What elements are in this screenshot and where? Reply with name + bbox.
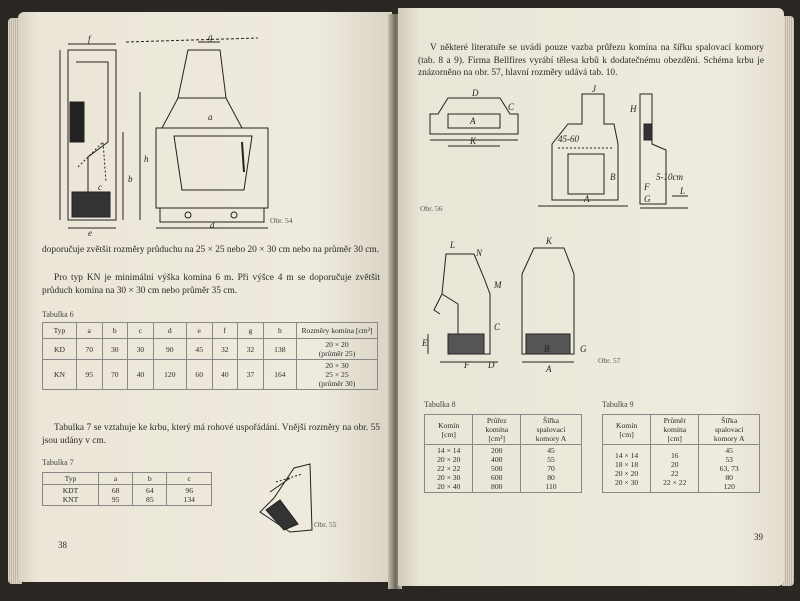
table-cell: 45 55 70 80 110 [521,445,582,493]
table-cell: 90 [153,339,186,360]
fig54-label-d: d [210,220,215,230]
fig56-label-f: F [644,182,650,192]
table-9 [602,414,760,493]
table-cell: 70 [76,339,102,360]
fig54-label-h: h [144,154,149,164]
fig54-label-a: a [208,112,213,122]
table-header: Šířka spalovací komory A [521,415,582,445]
figure-55-caption: Obr. 55 [314,520,337,529]
table-cell: 14 × 14 18 × 18 20 × 20 20 × 30 [603,445,651,493]
table-header: a [99,473,133,485]
left-page [18,12,392,582]
page-number-left: 38 [58,540,67,550]
table-cell: 45 [186,339,212,360]
left-paragraph-3: Tabulka 7 se vztahuje ke krbu, který má rohové uspořádání. Vnější rozměry na obr. 55 jsou udány v cm. [42,423,380,446]
page-number-right: 39 [754,532,763,542]
table-cell: 16 20 22 22 × 22 [651,445,699,493]
table-header: Typ [43,323,77,339]
fig56-label-d: D [472,88,479,98]
table-6-header-row [43,323,378,339]
table-cell: 32 [212,339,238,360]
table-header: b [133,473,167,485]
table-9-header-row [603,415,760,445]
table-cell: 200 400 500 600 800 [473,445,521,493]
fig57-label-l: L [450,240,456,250]
fig54-label-g: g [208,32,213,42]
figure-56-caption: Obr. 56 [420,204,443,213]
figure-57-bellfires-scheme [418,234,618,374]
fig56-label-j: J [592,84,596,94]
figure-54-caption: Obr. 54 [270,216,293,225]
table-header: Průřez komína [cm²] [473,415,521,445]
fig57-label-b: B [544,344,550,354]
table-cell: 20 × 20 (průměr 25) [297,339,378,360]
table-cell: 37 [238,360,264,390]
table-header: Typ [43,473,99,485]
figure-55-corner-fireplace-drawing [250,462,320,537]
fig56-label-l: L [680,186,686,196]
table-cell: 64 85 [133,485,167,506]
table-row [43,360,378,390]
fig54-label-c: c [98,182,102,192]
fig57-label-g: G [580,344,587,354]
figure-56-fireplace-scheme [418,84,718,214]
table-cell: 30 [128,339,154,360]
fig57-label-k: K [546,236,553,246]
table-cell: 96 134 [167,485,212,506]
table-cell: 40 [128,360,154,390]
fig54-label-b: b [128,174,133,184]
table-row [43,485,212,506]
table-header: f [212,323,238,339]
fig57-label-a: A [546,364,552,374]
table-row [603,445,760,493]
fig56-label-b: B [610,172,616,182]
table-7-header-row [43,473,212,485]
table-row [425,445,582,493]
table-header: e [186,323,212,339]
table-cell: 30 [102,339,128,360]
table-7 [42,472,212,506]
table-cell: 32 [238,339,264,360]
table-header: c [128,323,154,339]
table-header: Rozměry komína [cm²] [297,323,378,339]
table-header: g [238,323,264,339]
open-book [2,2,798,599]
table-6 [42,322,378,390]
table-header: d [153,323,186,339]
fig56-label-a: A [470,116,476,126]
table-row [43,339,378,360]
table-cell: 60 [186,360,212,390]
left-paragraph-2: Pro typ KN je minimální výška komína 6 m. Při výšce 4 m se doporučuje zvětšit průduch komína na 30 × 30 cm nebo průměr 35 cm. [42,273,380,296]
table-cell: KDT KNT [43,485,99,506]
fig57-label-f: F [464,360,470,370]
table-header: b [102,323,128,339]
table-cell: KN [43,360,77,390]
table-cell: 120 [153,360,186,390]
table-header: h [263,323,296,339]
fig56-label-dim: 5-10cm [656,172,683,182]
table-8-title: Tabulka 8 [424,400,456,409]
table-9-title: Tabulka 9 [602,400,634,409]
fig57-label-n: N [476,248,483,258]
fig56-label-k: K [470,136,477,146]
table-cell: KD [43,339,77,360]
table-header: Komín [cm] [425,415,473,445]
left-paragraph-1: doporučuje zvětšit rozměry průduchu na 25 × 25 nebo 20 × 30 cm nebo na průměr 30 cm. [42,245,380,255]
table-cell: 20 × 30 25 × 25 (průměr 30) [297,360,378,390]
fig57-label-c: C [494,322,501,332]
figure-57-caption: Obr. 57 [598,356,621,365]
fig56-label-h: H [630,104,637,114]
table-cell: 40 [212,360,238,390]
right-paragraph-1: V některé literatuře se uvádí pouze vazba průřezu komína na šířku spalovací komory (tab. 8 a 9). Firma Bellfires vyrábí tělesa krbů k dodatečnému obezdění. Schéma krbu je znázorněno na obr. 57, hlavní rozměry udává tab. 10. [418,43,764,78]
table-header: Šířka spalovací komory A [699,415,760,445]
table-header: a [76,323,102,339]
table-cell: 14 × 14 20 × 20 22 × 22 20 × 30 20 × 40 [425,445,473,493]
table-7-title: Tabulka 7 [42,458,74,467]
table-8-header-row [425,415,582,445]
fig54-label-f: f [88,34,91,44]
fig56-label-a2: A [584,194,590,204]
figure-54-fireplace-drawing [48,32,298,238]
fig56-label-angle: 45-60 [558,134,579,144]
fig56-label-g: G [644,194,651,204]
table-cell: 45 53 63, 73 80 120 [699,445,760,493]
fig56-label-c: C [508,102,515,112]
table-header: Průměr komína [cm] [651,415,699,445]
table-cell: 70 [102,360,128,390]
fig57-label-m: M [494,280,502,290]
table-8 [424,414,582,493]
table-cell: 95 [76,360,102,390]
fig57-label-e: E [422,338,428,348]
fig57-label-d: D [488,360,495,370]
table-cell: 164 [263,360,296,390]
table-6-title: Tabulka 6 [42,310,74,319]
table-header: Komín [cm] [603,415,651,445]
table-header: c [167,473,212,485]
right-page [398,8,784,586]
fig54-label-e: e [88,228,92,238]
table-cell: 138 [263,339,296,360]
table-cell: 68 95 [99,485,133,506]
